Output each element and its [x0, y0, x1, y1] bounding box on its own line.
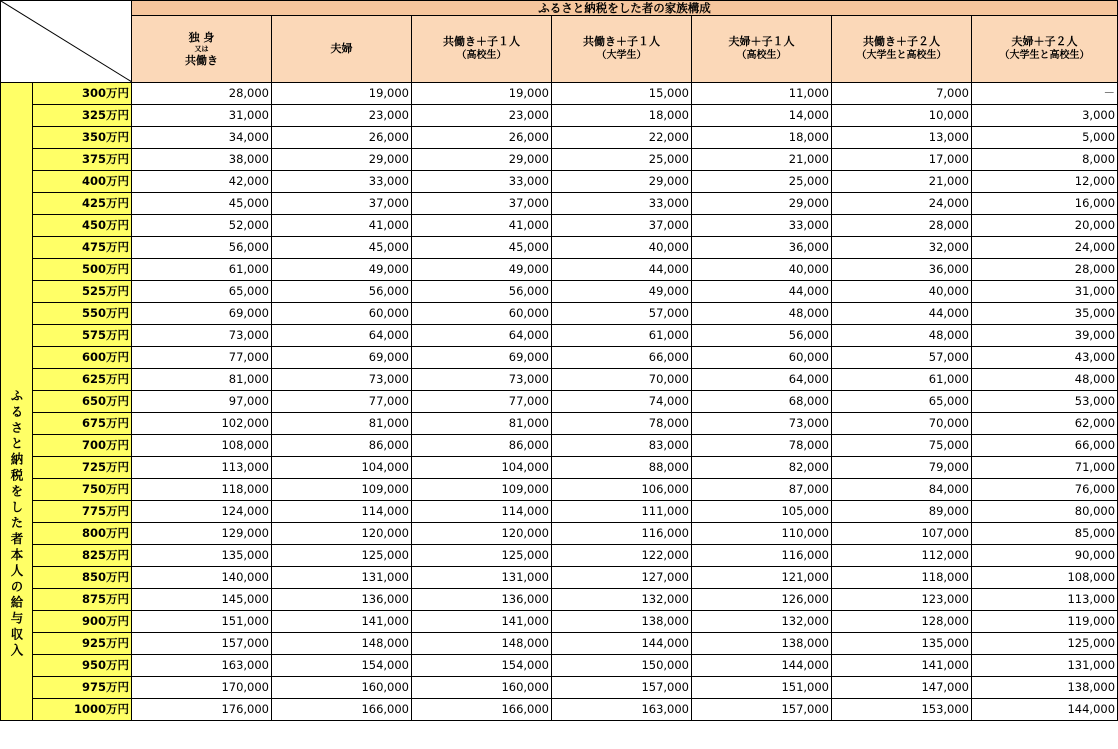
- limit-value-cell: 76,000: [972, 479, 1118, 501]
- limit-value-cell: 141,000: [272, 611, 412, 633]
- limit-value-cell: 86,000: [272, 435, 412, 457]
- limit-value-cell: 112,000: [832, 545, 972, 567]
- table-row: [1, 127, 1118, 149]
- income-label: 950万円: [33, 655, 132, 677]
- table-row: [1, 215, 1118, 237]
- limit-value-cell: 69,000: [132, 303, 272, 325]
- limit-value-cell: 23,000: [272, 105, 412, 127]
- limit-value-cell: 64,000: [412, 325, 552, 347]
- limit-value-cell: 102,000: [132, 413, 272, 435]
- limit-value-cell: 106,000: [552, 479, 692, 501]
- limit-value-cell: 125,000: [272, 545, 412, 567]
- column-header-line1: 夫婦: [330, 42, 353, 55]
- limit-value-cell: 144,000: [972, 699, 1118, 721]
- limit-value-cell: 78,000: [552, 413, 692, 435]
- limit-value-cell: 21,000: [832, 171, 972, 193]
- limit-value-cell: 132,000: [552, 589, 692, 611]
- column-header-tiny: 又は: [194, 44, 209, 53]
- limit-value-cell: 65,000: [832, 391, 972, 413]
- limit-value-cell: 26,000: [412, 127, 552, 149]
- limit-value-cell: 32,000: [832, 237, 972, 259]
- limit-value-cell: 18,000: [692, 127, 832, 149]
- corner-diagonal-cell: [1, 1, 132, 83]
- table-row: [1, 589, 1118, 611]
- table-row: [1, 611, 1118, 633]
- table-body: [1, 83, 1118, 721]
- limit-value-cell: 18,000: [552, 105, 692, 127]
- limit-value-cell: 64,000: [272, 325, 412, 347]
- table-row: [1, 677, 1118, 699]
- income-label: 650万円: [33, 391, 132, 413]
- limit-value-cell: 77,000: [272, 391, 412, 413]
- limit-value-cell: 85,000: [972, 523, 1118, 545]
- limit-value-cell: 84,000: [832, 479, 972, 501]
- limit-value-cell: －: [972, 83, 1118, 105]
- income-label: 675万円: [33, 413, 132, 435]
- limit-value-cell: 138,000: [692, 633, 832, 655]
- table-row: [1, 303, 1118, 325]
- limit-value-cell: 37,000: [272, 193, 412, 215]
- table-row: [1, 479, 1118, 501]
- column-header: [552, 16, 692, 83]
- limit-value-cell: 145,000: [132, 589, 272, 611]
- limit-value-cell: 69,000: [412, 347, 552, 369]
- limit-value-cell: 29,000: [412, 149, 552, 171]
- limit-value-cell: 170,000: [132, 677, 272, 699]
- limit-value-cell: 127,000: [552, 567, 692, 589]
- limit-value-cell: 131,000: [972, 655, 1118, 677]
- limit-value-cell: 25,000: [692, 171, 832, 193]
- income-label: 325万円: [33, 105, 132, 127]
- income-label: 750万円: [33, 479, 132, 501]
- limit-value-cell: 79,000: [832, 457, 972, 479]
- limit-value-cell: 60,000: [692, 347, 832, 369]
- income-label: 725万円: [33, 457, 132, 479]
- table-row: [1, 567, 1118, 589]
- limit-value-cell: 38,000: [132, 149, 272, 171]
- limit-value-cell: 144,000: [692, 655, 832, 677]
- column-header-row: [1, 16, 1118, 83]
- limit-value-cell: 14,000: [692, 105, 832, 127]
- limit-value-cell: 144,000: [552, 633, 692, 655]
- limit-value-cell: 77,000: [412, 391, 552, 413]
- limit-value-cell: 125,000: [972, 633, 1118, 655]
- side-label-cell: [1, 83, 33, 721]
- limit-value-cell: 80,000: [972, 501, 1118, 523]
- limit-value-cell: 3,000: [972, 105, 1118, 127]
- limit-value-cell: 23,000: [412, 105, 552, 127]
- limit-value-cell: 138,000: [972, 677, 1118, 699]
- income-label: 600万円: [33, 347, 132, 369]
- limit-value-cell: 57,000: [832, 347, 972, 369]
- table-row: [1, 281, 1118, 303]
- limit-value-cell: 135,000: [132, 545, 272, 567]
- limit-value-cell: 131,000: [272, 567, 412, 589]
- limit-value-cell: 113,000: [972, 589, 1118, 611]
- limit-value-cell: 33,000: [552, 193, 692, 215]
- limit-value-cell: 25,000: [552, 149, 692, 171]
- income-label: 975万円: [33, 677, 132, 699]
- table-row: [1, 325, 1118, 347]
- limit-value-cell: 132,000: [692, 611, 832, 633]
- limit-value-cell: 56,000: [132, 237, 272, 259]
- limit-value-cell: 35,000: [972, 303, 1118, 325]
- column-header-line1: 独 身: [188, 30, 215, 44]
- limit-value-cell: 166,000: [412, 699, 552, 721]
- limit-value-cell: 19,000: [412, 83, 552, 105]
- limit-value-cell: 22,000: [552, 127, 692, 149]
- limit-value-cell: 163,000: [552, 699, 692, 721]
- limit-value-cell: 44,000: [832, 303, 972, 325]
- column-header-line1: 夫婦＋子１人: [728, 35, 795, 48]
- income-label: 550万円: [33, 303, 132, 325]
- limit-value-cell: 21,000: [692, 149, 832, 171]
- column-header: [272, 16, 412, 83]
- income-label: 400万円: [33, 171, 132, 193]
- limit-value-cell: 70,000: [832, 413, 972, 435]
- limit-value-cell: 45,000: [272, 237, 412, 259]
- limit-value-cell: 108,000: [132, 435, 272, 457]
- limit-value-cell: 29,000: [272, 149, 412, 171]
- table-row: [1, 633, 1118, 655]
- table-row: [1, 391, 1118, 413]
- limit-value-cell: 34,000: [132, 127, 272, 149]
- limit-value-cell: 88,000: [552, 457, 692, 479]
- limit-value-cell: 71,000: [972, 457, 1118, 479]
- column-header-line2: （高校生）: [456, 50, 507, 61]
- limit-value-cell: 49,000: [272, 259, 412, 281]
- limit-value-cell: 138,000: [552, 611, 692, 633]
- table-row: [1, 699, 1118, 721]
- limit-value-cell: 26,000: [272, 127, 412, 149]
- limit-value-cell: 148,000: [412, 633, 552, 655]
- limit-value-cell: 126,000: [692, 589, 832, 611]
- limit-value-cell: 125,000: [412, 545, 552, 567]
- limit-value-cell: 5,000: [972, 127, 1118, 149]
- table-row: [1, 259, 1118, 281]
- income-label: 800万円: [33, 523, 132, 545]
- income-label: 375万円: [33, 149, 132, 171]
- table-row: [1, 523, 1118, 545]
- table-row: [1, 83, 1118, 105]
- table-row: [1, 457, 1118, 479]
- limit-value-cell: 40,000: [552, 237, 692, 259]
- limit-value-cell: 141,000: [412, 611, 552, 633]
- limit-value-cell: 33,000: [272, 171, 412, 193]
- side-label: ふるさと納税をした者本人の給与収入: [9, 388, 24, 660]
- limit-value-cell: 57,000: [552, 303, 692, 325]
- limit-value-cell: 37,000: [552, 215, 692, 237]
- limit-value-cell: 29,000: [552, 171, 692, 193]
- table-row: [1, 193, 1118, 215]
- limit-value-cell: 116,000: [692, 545, 832, 567]
- limit-value-cell: 65,000: [132, 281, 272, 303]
- limit-value-cell: 104,000: [272, 457, 412, 479]
- income-label: 850万円: [33, 567, 132, 589]
- limit-value-cell: 148,000: [272, 633, 412, 655]
- limit-value-cell: 13,000: [832, 127, 972, 149]
- limit-value-cell: 105,000: [692, 501, 832, 523]
- limit-value-cell: 31,000: [132, 105, 272, 127]
- limit-value-cell: 64,000: [692, 369, 832, 391]
- limit-value-cell: 157,000: [132, 633, 272, 655]
- limit-value-cell: 31,000: [972, 281, 1118, 303]
- table-row: [1, 105, 1118, 127]
- income-label: 425万円: [33, 193, 132, 215]
- limit-value-cell: 129,000: [132, 523, 272, 545]
- limit-value-cell: 33,000: [692, 215, 832, 237]
- limit-value-cell: 73,000: [132, 325, 272, 347]
- limit-value-cell: 36,000: [832, 259, 972, 281]
- table-row: [1, 171, 1118, 193]
- column-header: [832, 16, 972, 83]
- income-label: 700万円: [33, 435, 132, 457]
- limit-value-cell: 10,000: [832, 105, 972, 127]
- income-label: 1000万円: [33, 699, 132, 721]
- limit-value-cell: 157,000: [552, 677, 692, 699]
- limit-value-cell: 33,000: [412, 171, 552, 193]
- income-label: 900万円: [33, 611, 132, 633]
- column-header-line2: 共働き: [185, 53, 218, 67]
- limit-value-cell: 77,000: [132, 347, 272, 369]
- limit-value-cell: 131,000: [412, 567, 552, 589]
- limit-value-cell: 108,000: [972, 567, 1118, 589]
- limit-value-cell: 15,000: [552, 83, 692, 105]
- limit-value-cell: 42,000: [132, 171, 272, 193]
- limit-value-cell: 81,000: [272, 413, 412, 435]
- column-header-line2: （大学生）: [596, 50, 647, 61]
- limit-value-cell: 40,000: [692, 259, 832, 281]
- limit-value-cell: 104,000: [412, 457, 552, 479]
- income-label: 300万円: [33, 83, 132, 105]
- limit-value-cell: 49,000: [552, 281, 692, 303]
- limit-value-cell: 82,000: [692, 457, 832, 479]
- limit-value-cell: 60,000: [272, 303, 412, 325]
- limit-value-cell: 166,000: [272, 699, 412, 721]
- limit-value-cell: 68,000: [692, 391, 832, 413]
- limit-value-cell: 124,000: [132, 501, 272, 523]
- limit-value-cell: 110,000: [692, 523, 832, 545]
- column-header: [132, 16, 272, 83]
- limit-value-cell: 75,000: [832, 435, 972, 457]
- limit-value-cell: 49,000: [412, 259, 552, 281]
- table-row: [1, 545, 1118, 567]
- limit-value-cell: 28,000: [832, 215, 972, 237]
- limit-value-cell: 16,000: [972, 193, 1118, 215]
- family-composition-header: ふるさと納税をした者の家族構成: [132, 1, 1118, 16]
- limit-value-cell: 62,000: [972, 413, 1118, 435]
- limit-value-cell: 122,000: [552, 545, 692, 567]
- limit-value-cell: 163,000: [132, 655, 272, 677]
- column-header-line2: （大学生と高校生）: [999, 50, 1090, 61]
- limit-value-cell: 109,000: [272, 479, 412, 501]
- limit-value-cell: 56,000: [692, 325, 832, 347]
- column-header-line2: （大学生と高校生）: [856, 50, 947, 61]
- limit-value-cell: 87,000: [692, 479, 832, 501]
- diagonal-line: [1, 1, 132, 82]
- limit-value-cell: 113,000: [132, 457, 272, 479]
- column-header-line1: 共働き＋子１人: [443, 35, 520, 48]
- limit-value-cell: 48,000: [972, 369, 1118, 391]
- column-header: [692, 16, 832, 83]
- limit-value-cell: 111,000: [552, 501, 692, 523]
- table-row: [1, 369, 1118, 391]
- limit-value-cell: 89,000: [832, 501, 972, 523]
- limit-value-cell: 24,000: [972, 237, 1118, 259]
- limit-value-cell: 123,000: [832, 589, 972, 611]
- limit-value-cell: 40,000: [832, 281, 972, 303]
- column-header: [412, 16, 552, 83]
- limit-value-cell: 44,000: [552, 259, 692, 281]
- income-label: 825万円: [33, 545, 132, 567]
- income-label: 350万円: [33, 127, 132, 149]
- limit-value-cell: 53,000: [972, 391, 1118, 413]
- limit-value-cell: 176,000: [132, 699, 272, 721]
- income-label: 775万円: [33, 501, 132, 523]
- limit-value-cell: 69,000: [272, 347, 412, 369]
- limit-value-cell: 109,000: [412, 479, 552, 501]
- limit-value-cell: 39,000: [972, 325, 1118, 347]
- limit-value-cell: 147,000: [832, 677, 972, 699]
- limit-value-cell: 28,000: [132, 83, 272, 105]
- table-row: [1, 149, 1118, 171]
- limit-value-cell: 120,000: [412, 523, 552, 545]
- limit-value-cell: 29,000: [692, 193, 832, 215]
- table-row: [1, 501, 1118, 523]
- limit-value-cell: 24,000: [832, 193, 972, 215]
- limit-value-cell: 119,000: [972, 611, 1118, 633]
- table-row: [1, 237, 1118, 259]
- limit-value-cell: 114,000: [272, 501, 412, 523]
- column-header-line1: 夫婦＋子２人: [1011, 35, 1078, 48]
- limit-value-cell: 73,000: [272, 369, 412, 391]
- limit-value-cell: 140,000: [132, 567, 272, 589]
- table-row: [1, 655, 1118, 677]
- limit-value-cell: 73,000: [692, 413, 832, 435]
- limit-value-cell: 81,000: [412, 413, 552, 435]
- income-label: 625万円: [33, 369, 132, 391]
- limit-value-cell: 44,000: [692, 281, 832, 303]
- limit-value-cell: 66,000: [972, 435, 1118, 457]
- limit-value-cell: 74,000: [552, 391, 692, 413]
- limit-value-cell: 136,000: [272, 589, 412, 611]
- limit-value-cell: 135,000: [832, 633, 972, 655]
- limit-value-cell: 160,000: [272, 677, 412, 699]
- limit-value-cell: 52,000: [132, 215, 272, 237]
- income-label: 500万円: [33, 259, 132, 281]
- limit-value-cell: 41,000: [412, 215, 552, 237]
- limit-value-cell: 81,000: [132, 369, 272, 391]
- limit-value-cell: 61,000: [132, 259, 272, 281]
- limit-value-cell: 73,000: [412, 369, 552, 391]
- limit-value-cell: 78,000: [692, 435, 832, 457]
- limit-value-cell: 90,000: [972, 545, 1118, 567]
- limit-value-cell: 48,000: [832, 325, 972, 347]
- column-header-line1: 共働き＋子１人: [583, 35, 660, 48]
- table-row: [1, 347, 1118, 369]
- limit-value-cell: 45,000: [412, 237, 552, 259]
- limit-value-cell: 43,000: [972, 347, 1118, 369]
- column-header-line1: 共働き＋子２人: [863, 35, 940, 48]
- limit-value-cell: 107,000: [832, 523, 972, 545]
- limit-value-cell: 37,000: [412, 193, 552, 215]
- limit-value-cell: 120,000: [272, 523, 412, 545]
- limit-value-cell: 121,000: [692, 567, 832, 589]
- limit-value-cell: 45,000: [132, 193, 272, 215]
- limit-value-cell: 141,000: [832, 655, 972, 677]
- income-label: 450万円: [33, 215, 132, 237]
- limit-value-cell: 157,000: [692, 699, 832, 721]
- limit-value-cell: 86,000: [412, 435, 552, 457]
- limit-value-cell: 151,000: [132, 611, 272, 633]
- limit-value-cell: 20,000: [972, 215, 1118, 237]
- limit-value-cell: 150,000: [552, 655, 692, 677]
- limit-value-cell: 160,000: [412, 677, 552, 699]
- limit-value-cell: 136,000: [412, 589, 552, 611]
- limit-value-cell: 83,000: [552, 435, 692, 457]
- limit-value-cell: 56,000: [412, 281, 552, 303]
- limit-value-cell: 11,000: [692, 83, 832, 105]
- limit-value-cell: 12,000: [972, 171, 1118, 193]
- limit-value-cell: 60,000: [412, 303, 552, 325]
- column-header-line2: （高校生）: [736, 50, 787, 61]
- limit-value-cell: 154,000: [272, 655, 412, 677]
- limit-value-cell: 61,000: [832, 369, 972, 391]
- limit-value-cell: 97,000: [132, 391, 272, 413]
- limit-value-cell: 7,000: [832, 83, 972, 105]
- table-row: [1, 435, 1118, 457]
- income-label: 475万円: [33, 237, 132, 259]
- income-label: 925万円: [33, 633, 132, 655]
- limit-value-cell: 19,000: [272, 83, 412, 105]
- income-label: 875万円: [33, 589, 132, 611]
- limit-value-cell: 61,000: [552, 325, 692, 347]
- limit-value-cell: 17,000: [832, 149, 972, 171]
- limit-value-cell: 70,000: [552, 369, 692, 391]
- limit-value-cell: 114,000: [412, 501, 552, 523]
- limit-value-cell: 56,000: [272, 281, 412, 303]
- column-header: [972, 16, 1118, 83]
- limit-value-cell: 41,000: [272, 215, 412, 237]
- income-label: 525万円: [33, 281, 132, 303]
- limit-value-cell: 8,000: [972, 149, 1118, 171]
- limit-value-cell: 128,000: [832, 611, 972, 633]
- limit-value-cell: 151,000: [692, 677, 832, 699]
- limit-value-cell: 36,000: [692, 237, 832, 259]
- limit-value-cell: 116,000: [552, 523, 692, 545]
- limit-value-cell: 154,000: [412, 655, 552, 677]
- income-label: 575万円: [33, 325, 132, 347]
- limit-value-cell: 48,000: [692, 303, 832, 325]
- table-row: [1, 413, 1118, 435]
- limit-value-cell: 118,000: [832, 567, 972, 589]
- limit-value-cell: 118,000: [132, 479, 272, 501]
- limit-value-cell: 28,000: [972, 259, 1118, 281]
- limit-value-cell: 66,000: [552, 347, 692, 369]
- limit-value-cell: 153,000: [832, 699, 972, 721]
